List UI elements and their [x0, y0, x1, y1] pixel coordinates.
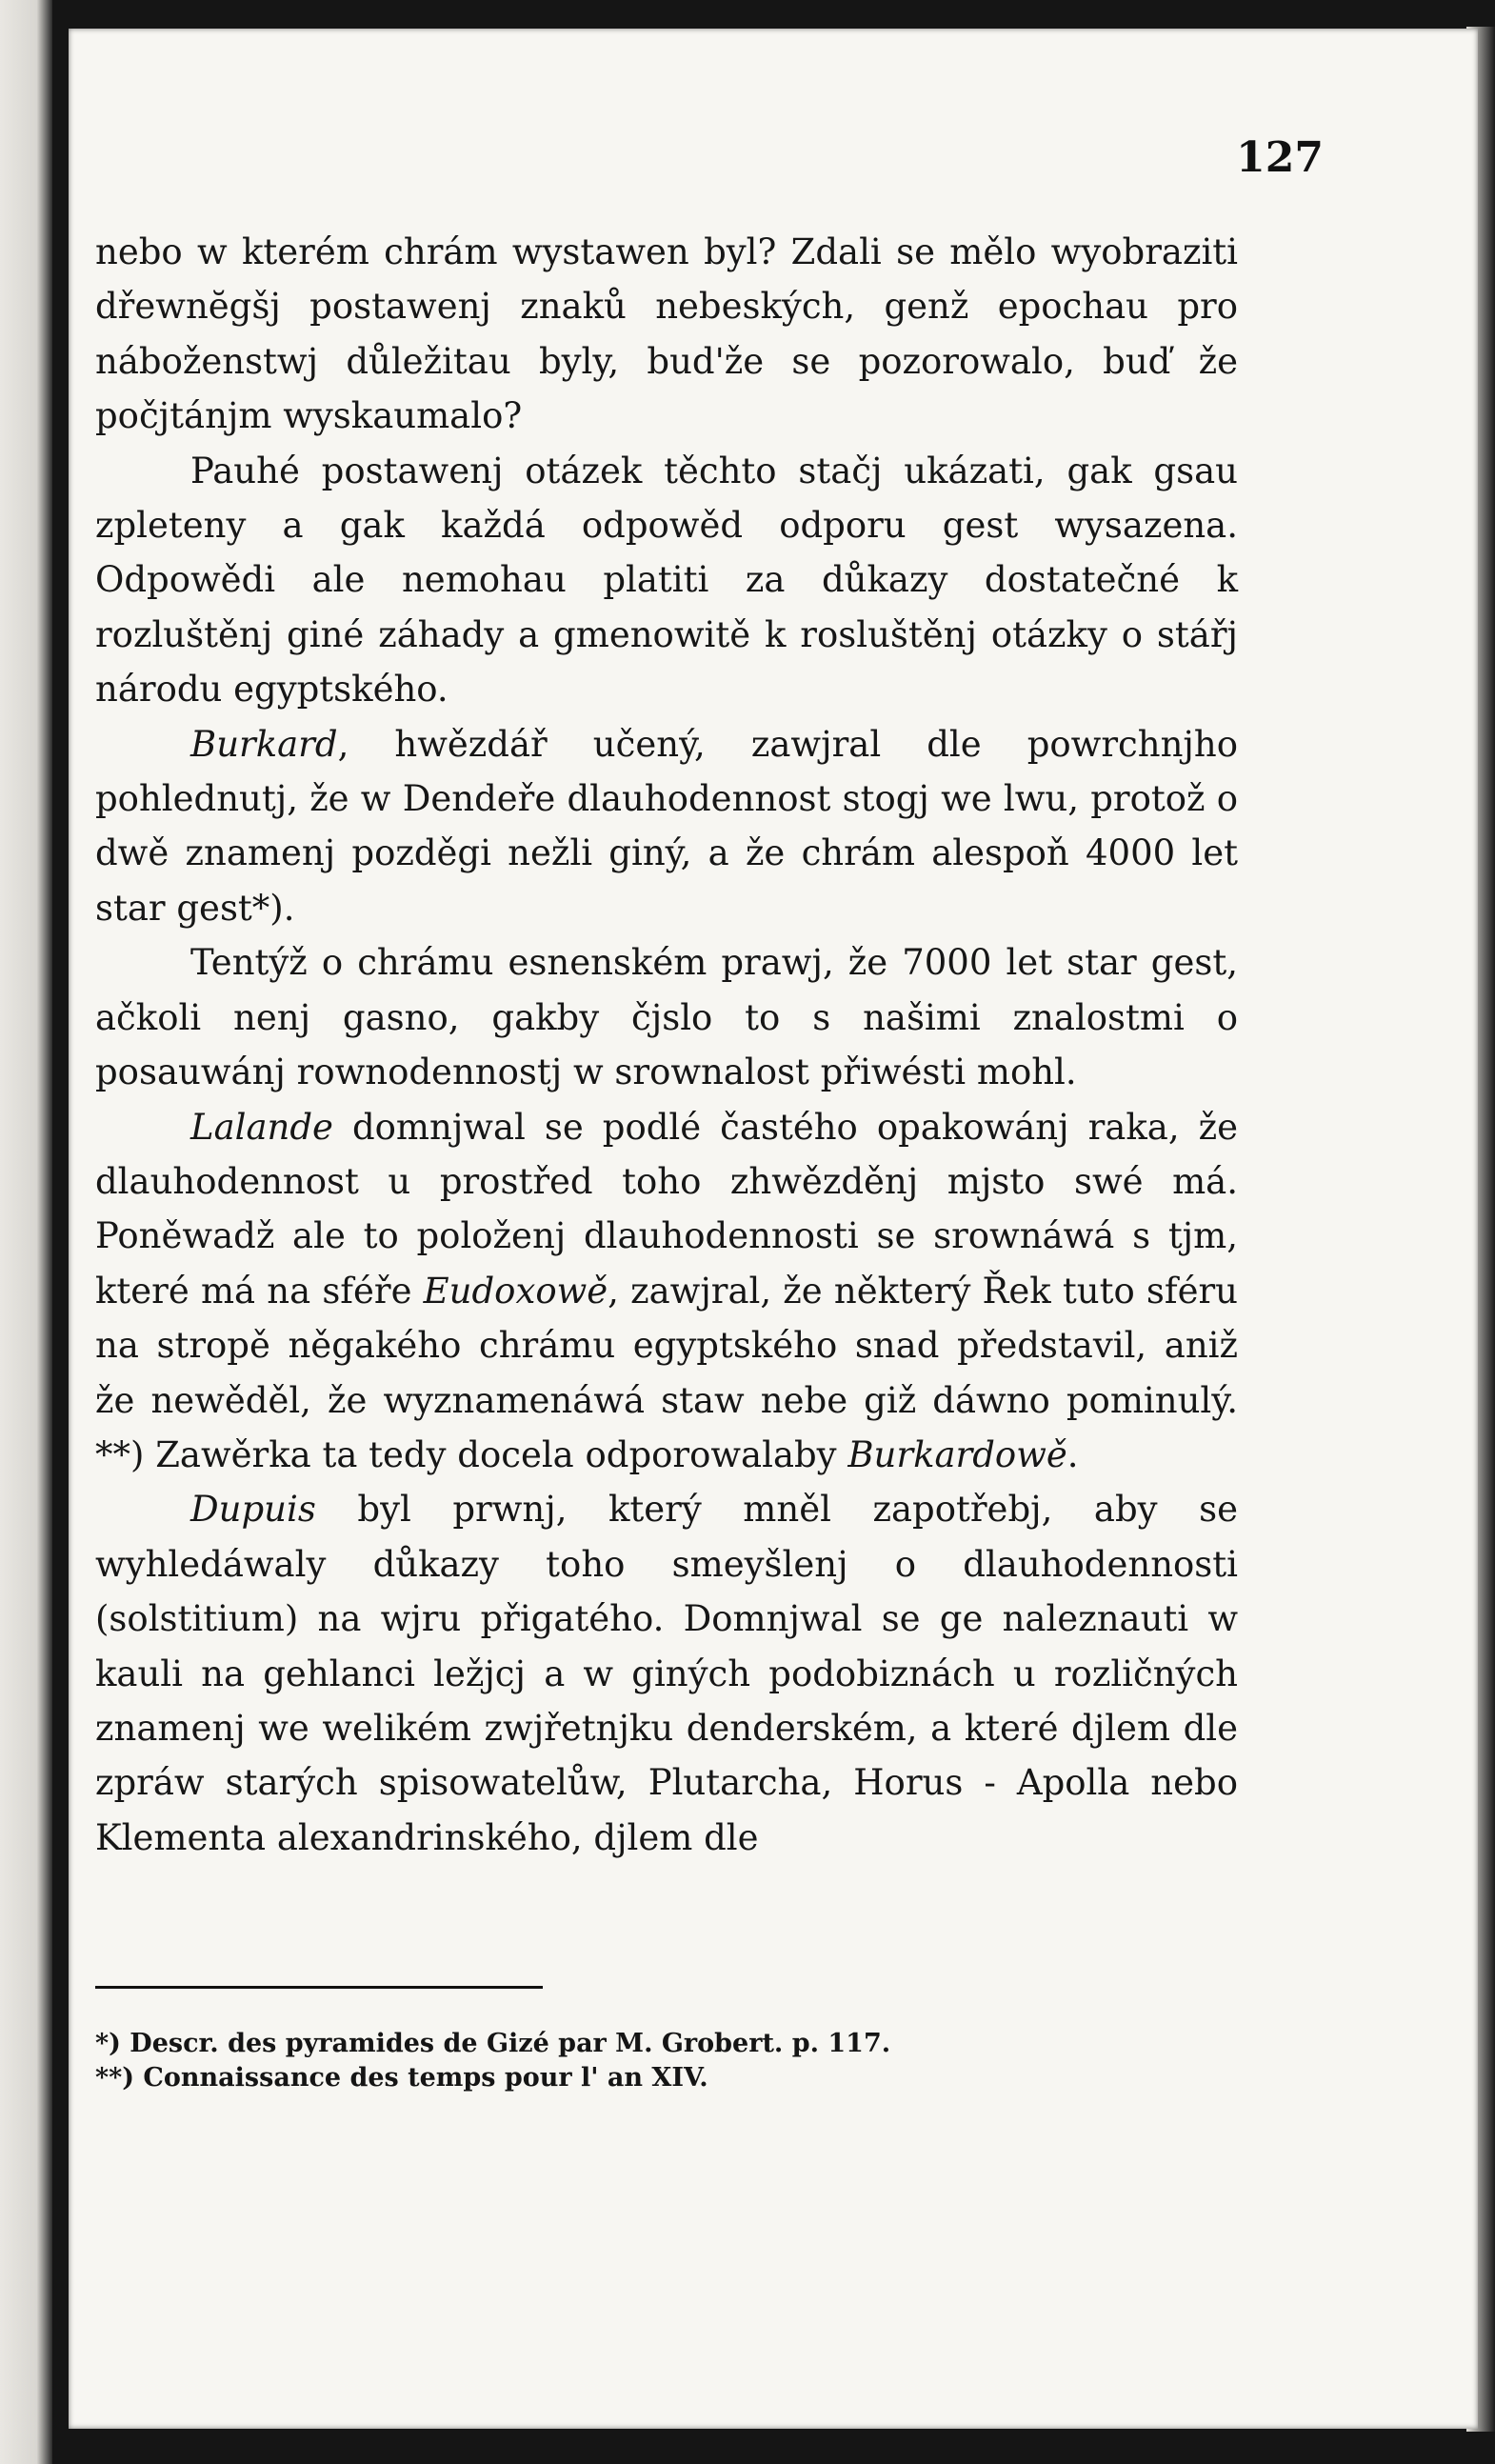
- author-name: Burkard: [190, 723, 338, 765]
- footnote-2: **) Connaissance des temps pour l' an XIV.: [95, 2063, 708, 2093]
- paragraph-3: [95, 717, 1238, 936]
- paragraph-6: [95, 1482, 1238, 1865]
- text-segment: Pauhé postawenj otázek těchto stačj ukázati, gak gsau zpleteny a gak každá odpowěd odporu gest wysazena. Odpowědi ale nemohau platiti za důkazy dostatečné k rozluštěnj giné záhady a gmenowitě k rosluštěnj otázky o stářj národu egyptského.: [95, 450, 1238, 711]
- text-segment: , hwězdář učený, zawjral dle powrchnjho pohlednutj, že w Dendeře dlauhodennost stogj we lwu, protož o dwě znamenj pozděgi nežli giný, a že chrám alespoň 4000 let star gest*).: [95, 723, 1238, 929]
- footnotes: [95, 2027, 1238, 2095]
- author-name: Dupuis: [190, 1489, 316, 1531]
- author-name: Lalande: [190, 1106, 333, 1148]
- text-segment: , zawjral, že některý Řek tuto sféru na stropě něgakého chrámu egyptského snad představil, aniž že newěděl, že wyznamenáwá staw nebe giž dáwno pominulý. **) Zawěrka ta tedy docela odporowalaby: [95, 1270, 1238, 1475]
- text-segment: byl prwnj, který mněl zapotřebj, aby se wyhledáwaly důkazy toho smeyšlenj o dlauhodennosti (solstitium) na wjru přigatého. Domnjwal se ge naleznauti w kauli na gehlanci ležjcj a w giných podobiznách u rozličných znamenj we welikém zwjřetnjku denderském, a které djlem dle zpráw starých spisowatelůw, Plutarcha, Horus - Apolla nebo Klementa alexandrinského, djlem dle: [95, 1489, 1238, 1858]
- author-name: Burkardowě: [847, 1433, 1067, 1475]
- body-text: [95, 225, 1238, 1865]
- paragraph-1: [95, 225, 1238, 444]
- paragraph-5: [95, 1100, 1238, 1483]
- left-page-edge: [0, 0, 52, 2464]
- footnote-divider: [95, 1986, 543, 1989]
- page-number: 127: [1236, 133, 1324, 182]
- paragraph-4: [95, 935, 1238, 1099]
- text-segment: .: [1066, 1433, 1079, 1475]
- paragraph-2: [95, 444, 1238, 717]
- text-segment: Tentýž o chrámu esnenském prawj, že 7000 let star gest, ačkoli nenj gasno, gakby čjslo to s našimi znalostmi o posauwánj rownodennostj w srownalost přiwésti mohl.: [95, 942, 1238, 1093]
- footnote-1: *) Descr. des pyramides de Gizé par M. Grobert. p. 117.: [95, 2029, 891, 2058]
- italic-term: Eudoxowě: [423, 1270, 608, 1312]
- text-segment: domnjwal se podlé častého opakowánj raka, že dlauhodennost u prostřed toho zhwězděnj mjsto swé má. Poněwadž ale to položenj dlauhodennosti se srownáwá s tjm, které má na sféře: [95, 1106, 1238, 1312]
- text-segment: nebo w kterém chrám wystawen byl? Zdali se mělo wyobraziti dřewnĕgšj postawenj znaků nebeských, genž epochau pro náboženstwj důležitau byly, bud'že se pozorowalo, buď že počjtánjm wyskaumalo?: [95, 231, 1238, 437]
